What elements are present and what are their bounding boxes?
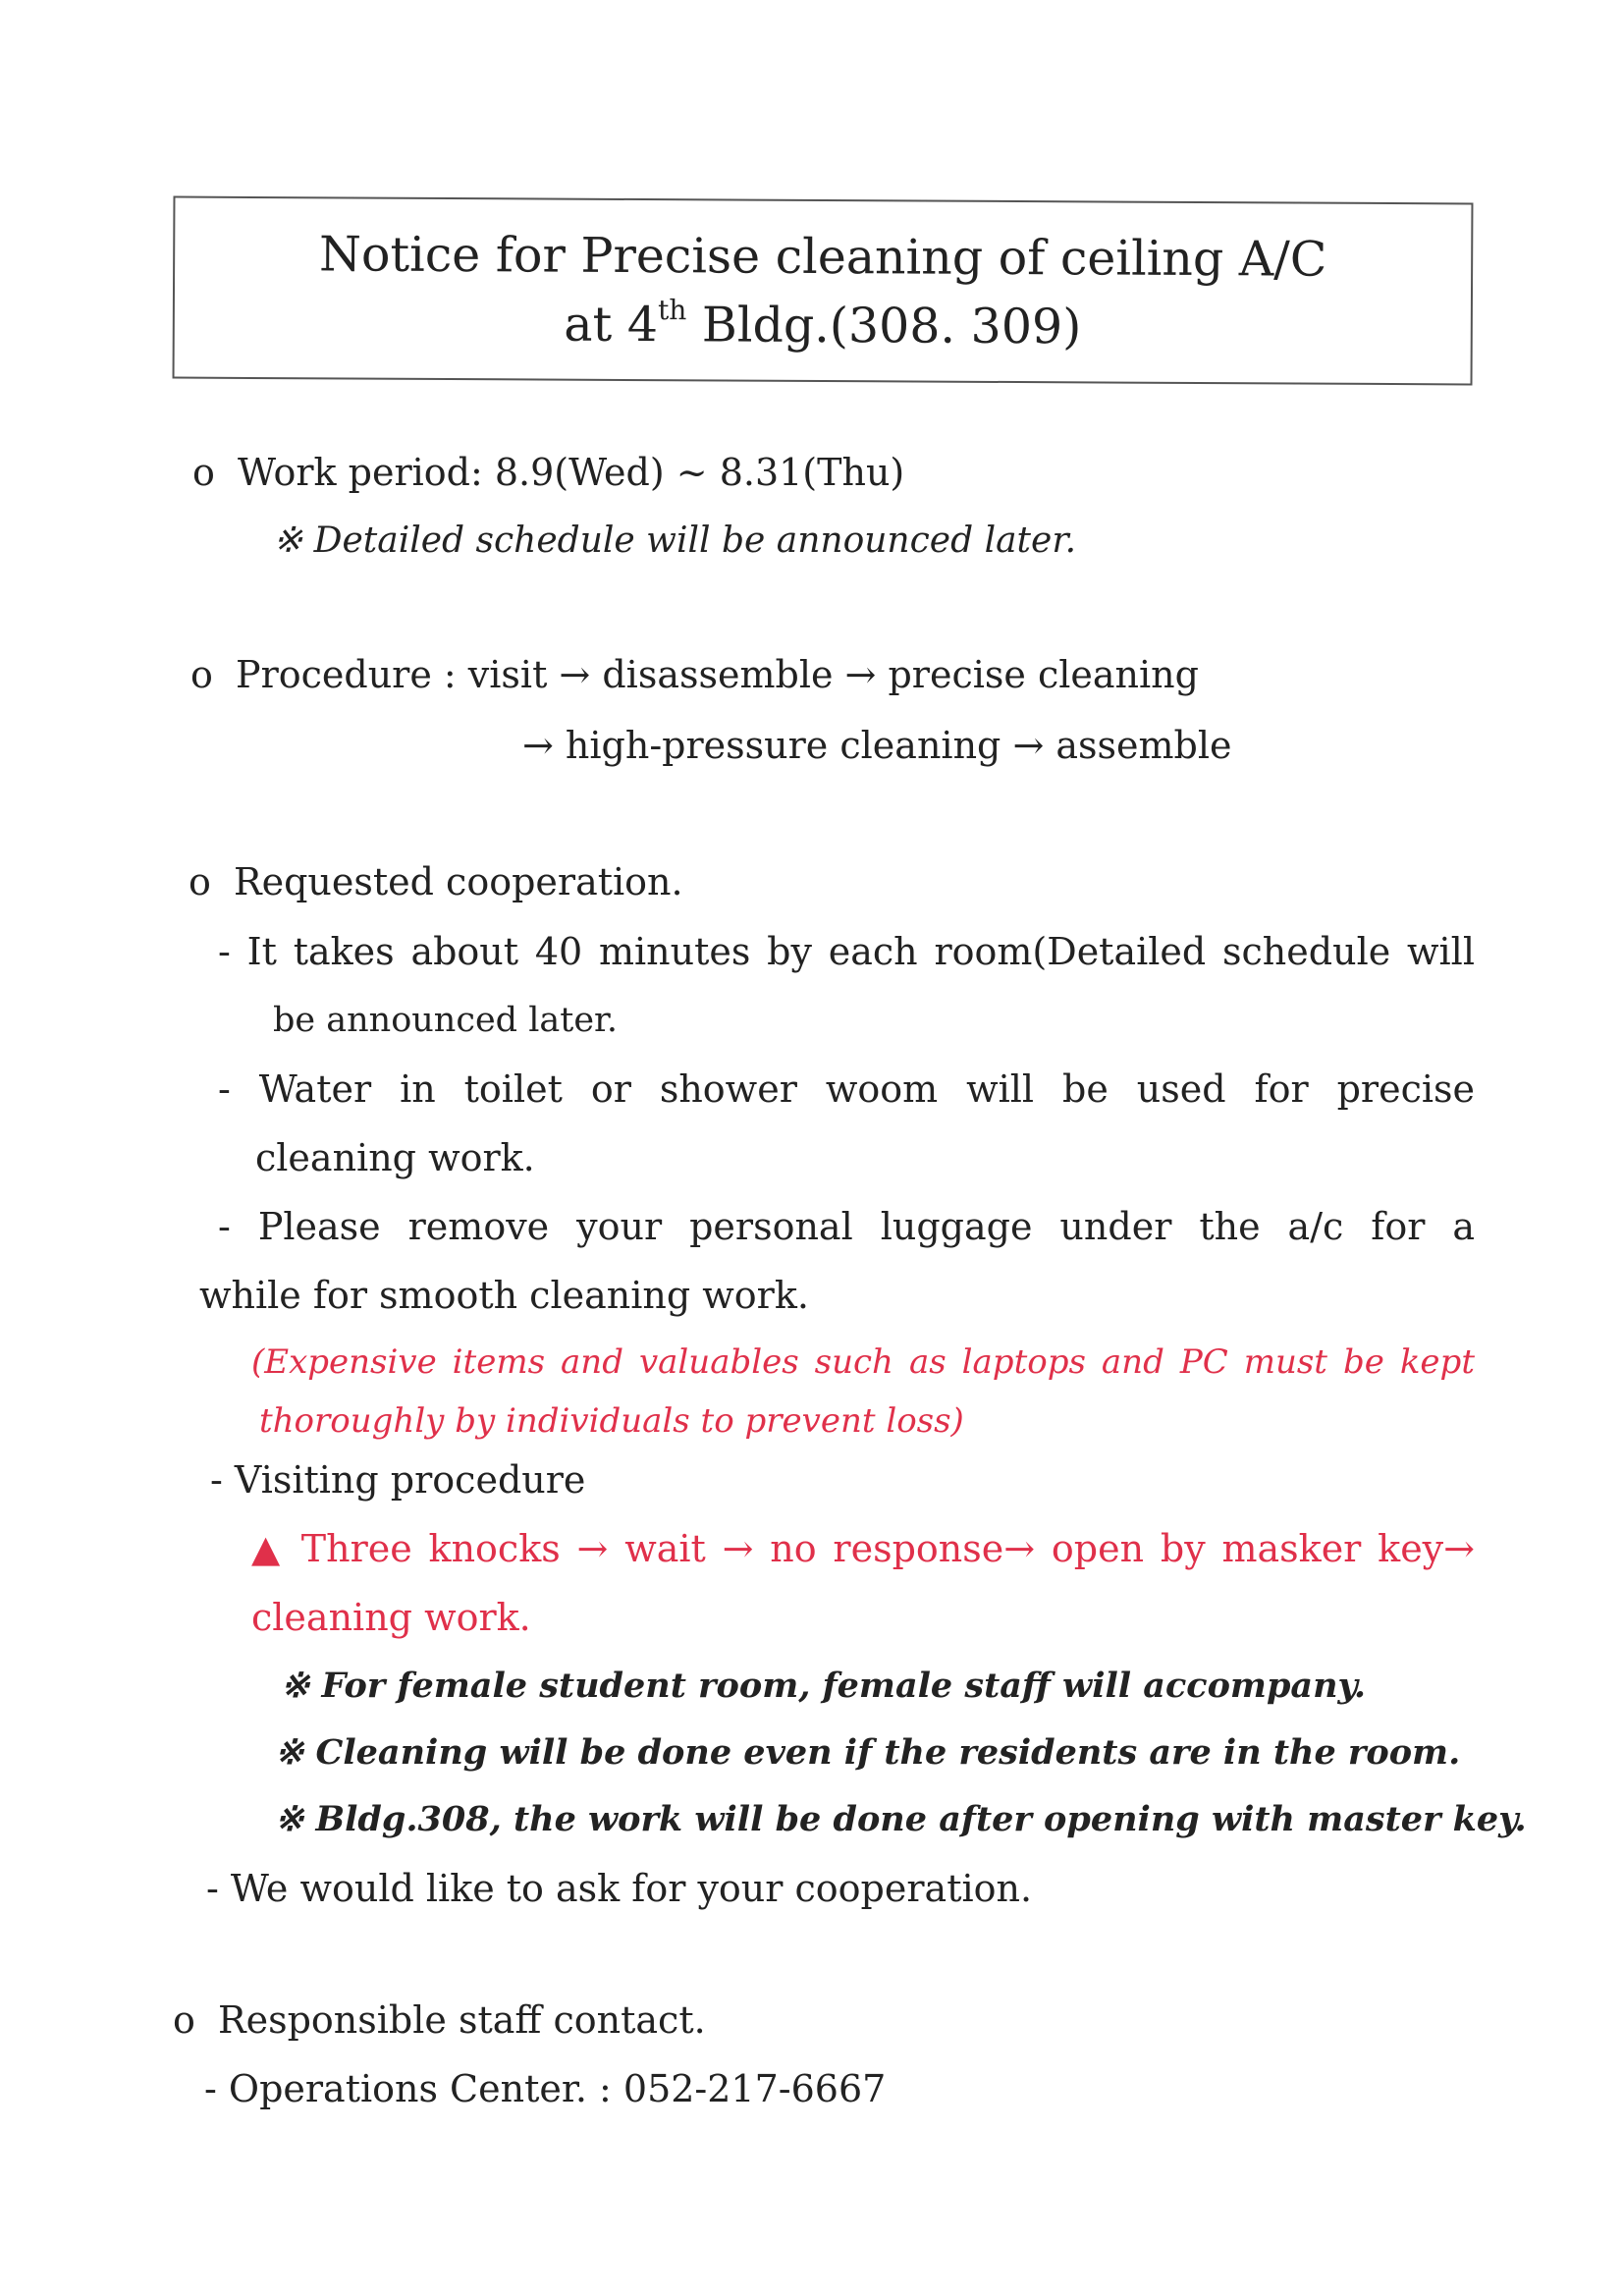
bullet-icon: o <box>190 653 213 696</box>
procedure-line-1 <box>190 650 1199 699</box>
title-superscript: th <box>657 294 687 327</box>
cooperation-item-3-line-1: - Please remove your personal luggage under the a/c for a <box>218 1205 1475 1248</box>
visiting-procedure-heading: - Visiting procedure <box>210 1458 586 1502</box>
contact-heading-text: Responsible staff contact. <box>218 1998 706 2042</box>
cooperation-item-1-line-2: be announced later. <box>273 1001 619 1040</box>
visit-note-female-room: ※ For female student room, female staff will accompany. <box>281 1666 1367 1706</box>
visit-note-residents-present: ※ Cleaning will be done even if the residents are in the room. <box>275 1732 1461 1773</box>
title-line-1: Notice for Precise cleaning of ceiling A/C <box>318 226 1327 288</box>
visiting-procedure-steps-line-2: cleaning work. <box>251 1596 531 1639</box>
title-line-2-prefix: at 4 <box>564 296 659 354</box>
bullet-icon: o <box>192 451 215 494</box>
work-period-note: ※ Detailed schedule will be announced later. <box>273 520 1077 561</box>
cooperation-heading <box>189 857 683 906</box>
bullet-icon: o <box>173 1998 195 2042</box>
procedure-text-1: Procedure : visit → disassemble → precise cleaning <box>236 653 1199 696</box>
valuables-warning-line-1: (Expensive items and valuables such as laptops and PC must be kept <box>251 1342 1475 1382</box>
title-box <box>173 196 1474 386</box>
work-period-text: Work period: 8.9(Wed) ~ 8.31(Thu) <box>238 451 905 494</box>
work-period-line <box>192 448 904 497</box>
cooperation-heading-text: Requested cooperation. <box>234 860 683 903</box>
bullet-icon: o <box>189 860 211 903</box>
cooperation-item-2-line-2: cleaning work. <box>255 1136 535 1179</box>
procedure-line-2: → high-pressure cleaning → assemble <box>522 724 1232 767</box>
cooperation-item-2-line-1: - Water in toilet or shower woom will be used for precise <box>218 1067 1475 1111</box>
contact-line: - Operations Center. : 052-217-6667 <box>204 2067 887 2110</box>
title-line-2 <box>175 289 1471 364</box>
contact-heading <box>173 1995 706 2045</box>
cooperation-closing: - We would like to ask for your cooperation. <box>206 1867 1033 1910</box>
visiting-procedure-steps-line-1: ▲ Three knocks → wait → no response→ open by masker key→ <box>251 1527 1475 1570</box>
valuables-warning-line-2: thoroughly by individuals to prevent loss) <box>259 1401 964 1441</box>
cooperation-item-3-line-2: while for smooth cleaning work. <box>199 1274 809 1317</box>
cooperation-item-1-line-1: - It takes about 40 minutes by each room(Detailed schedule will <box>218 930 1475 973</box>
visit-note-master-key: ※ Bldg.308, the work will be done after opening with master key. <box>275 1799 1527 1839</box>
title-line-2-suffix: Bldg.(308. 309) <box>686 297 1082 355</box>
